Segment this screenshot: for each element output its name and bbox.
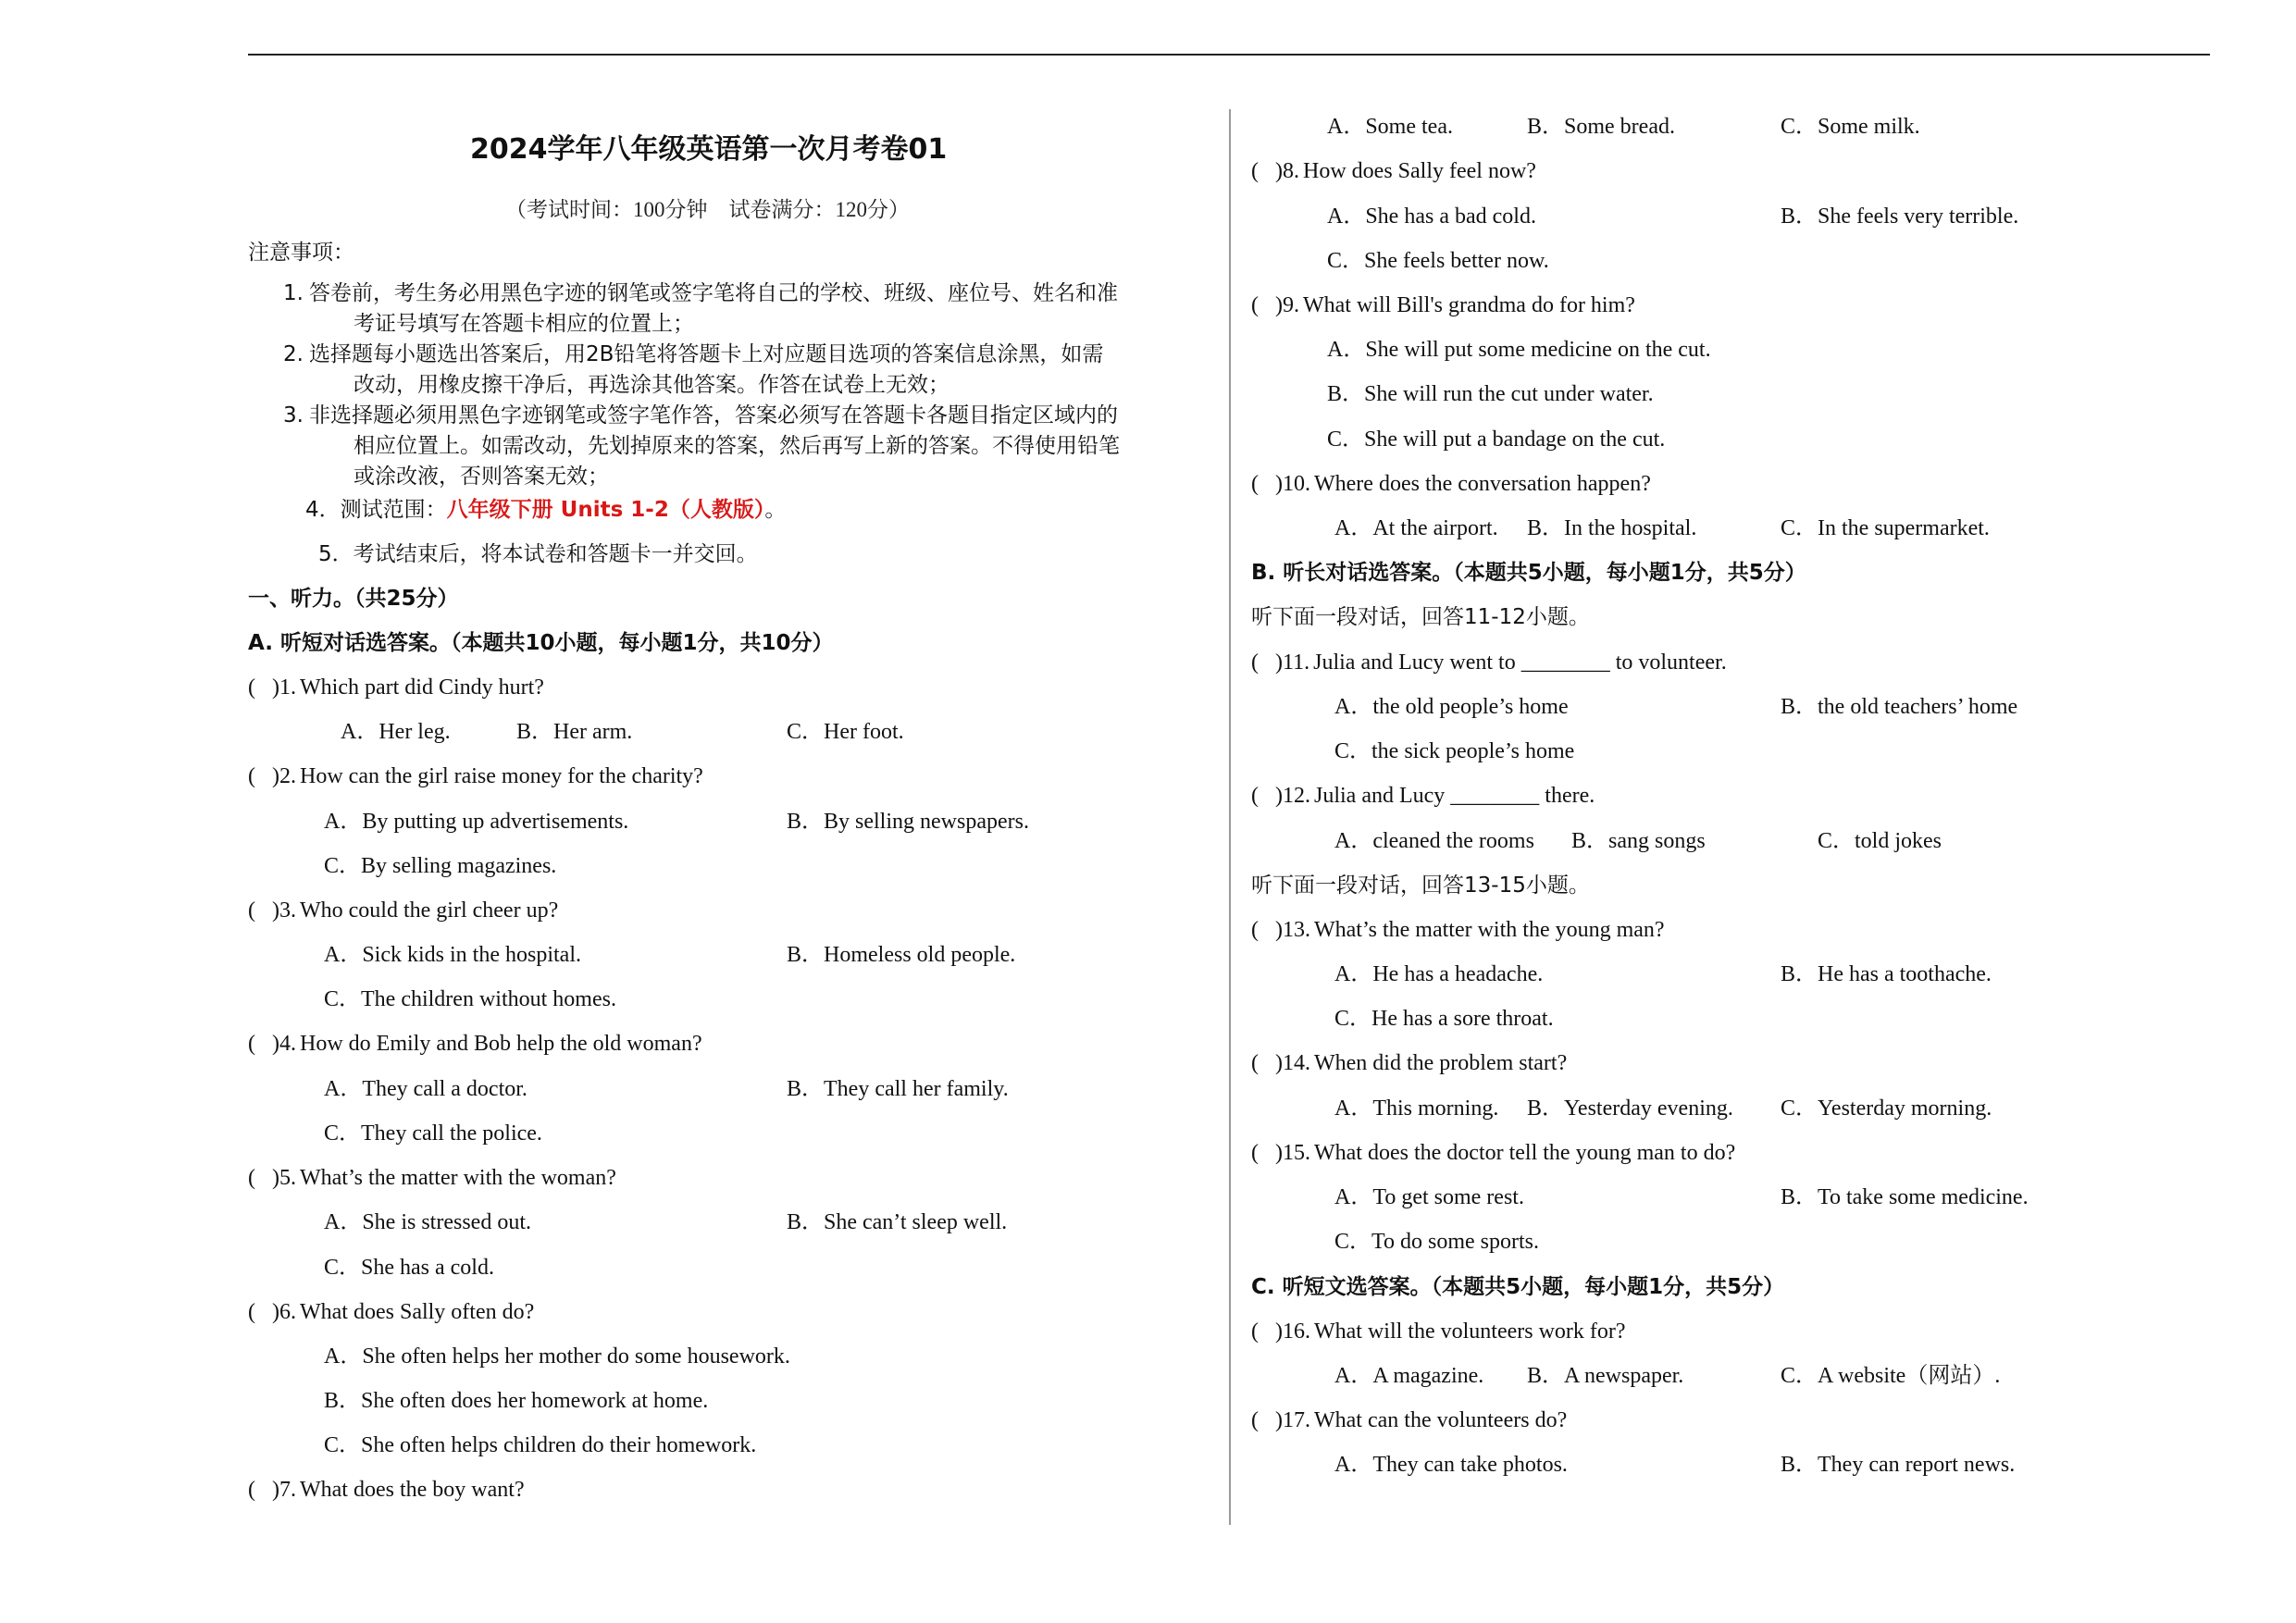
notice-item-4 [305,496,786,524]
question-7: ( )7. What does the boy want? [248,1478,525,1502]
q13-option-c: C．He has a sore throat. [1334,1007,1554,1031]
q8-option-a: A．She has a bad cold. [1327,204,1536,229]
question-14-num: )14. [1275,1051,1310,1075]
notice-item-2-line-1: 选择题每小题选出答案后，用2B铅笔将答题卡上对应题目选项的答案信息涂黑，如需 [309,342,1104,366]
section-b-heading: B. 听长对话选答案。（本题共5小题，每小题1分，共5分） [1251,561,1806,585]
question-6-num: )6. [272,1300,296,1324]
question-17-text: What can the volunteers do? [1314,1408,1568,1432]
q13-option-a: A．He has a headache. [1334,962,1544,986]
notice-item-4-tail: 。 [764,498,787,522]
question-15-text: What does the doctor tell the young man to do? [1314,1141,1736,1165]
question-9: ( )9. What will Bill's grandma do for him? [1251,293,1635,317]
column-divider [1229,109,1231,1525]
notice-item-5-num: 5． [318,542,354,566]
question-6: ( )6. What does Sally often do? [248,1300,535,1324]
q4-option-b: B．They call her family. [787,1077,1009,1101]
question-1-num: )1. [272,675,296,700]
q9-option-b: B．She will run the cut under water. [1327,382,1654,406]
question-12-num: )12. [1275,784,1310,808]
notice-item-2-line-2: 改动，用橡皮擦干净后，再选涂其他答案。作答在试卷上无效； [354,373,949,397]
q15-option-c: C．To do some sports. [1334,1230,1539,1254]
q7-option-b: B．Some bread. [1527,115,1675,139]
question-17-num: )17. [1275,1408,1310,1432]
question-15-num: )15. [1275,1141,1310,1165]
notice-item-4-label: 测试范围： [340,498,447,522]
q12-option-a: A．cleaned the rooms [1334,829,1534,853]
q10-option-b: B．In the hospital. [1527,516,1697,540]
question-1: ( )1. Which part did Cindy hurt? [248,675,544,700]
notice-heading: 注意事项： [248,241,354,265]
q3-option-c: C．The children without homes. [324,987,616,1011]
question-5-num: )5. [272,1166,296,1190]
notice-item-5 [318,540,758,568]
notice-item-2-num: 2. [283,342,304,366]
notice-item-1-line-2: 考证号填写在答题卡相应的位置上； [354,312,694,336]
q5-option-b: B．She can’t sleep well. [787,1210,1008,1234]
question-2: ( )2. How can the girl raise money for the charity? [248,764,703,788]
q14-option-a: A．This morning. [1334,1096,1499,1121]
q11-option-c: C．the sick people’s home [1334,739,1575,763]
q8-option-b: B．She feels very terrible. [1781,204,2019,229]
section-b-instruction-1: 听下面一段对话，回答11-12小题。 [1251,605,1590,629]
notice-item-1-line-1: 答卷前，考生务必用黑色字迹的钢笔或签字笔将自己的学校、班级、座位号、姓名和准 [309,281,1118,305]
q4-option-a: A．They call a doctor. [324,1077,527,1101]
question-1-text: Which part did Cindy hurt? [300,675,544,700]
question-8-text: How does Sally feel now? [1303,159,1536,183]
q14-option-b: B．Yesterday evening. [1527,1096,1733,1121]
section-c-heading: C. 听短文选答案。（本题共5小题，每小题1分，共5分） [1251,1275,1785,1299]
q10-option-c: C．In the supermarket. [1781,516,1990,540]
top-rule [248,54,2210,56]
q16-option-a: A．A magazine. [1334,1364,1484,1388]
notice-item-3-num: 3. [283,403,304,427]
q16-option-b: B．A newspaper. [1527,1364,1684,1388]
q3-option-a: A．Sick kids in the hospital. [324,943,581,967]
question-6-text: What does Sally often do? [300,1300,535,1324]
q12-option-c: C．told jokes [1818,829,1942,853]
q17-option-b: B．They can report news. [1781,1453,2016,1477]
notice-item-1-num: 1. [283,281,304,305]
question-16: ( )16. What will the volunteers work for? [1251,1319,1626,1344]
question-4: ( )4. How do Emily and Bob help the old woman? [248,1032,702,1056]
question-4-text: How do Emily and Bob help the old woman? [300,1032,702,1056]
question-9-num: )9. [1275,293,1299,317]
q13-option-b: B．He has a toothache. [1781,962,1992,986]
page-title: 2024学年八年级英语第一次月考卷01 [470,133,948,166]
question-7-num: )7. [272,1478,296,1502]
question-12-text: Julia and Lucy ________ there. [1314,784,1595,808]
q1-option-c: C．Her foot. [787,720,904,744]
q2-option-c: C．By selling magazines. [324,854,557,878]
question-2-text: How can the girl raise money for the charity? [300,764,703,788]
q7-option-c: C．Some milk. [1781,115,1920,139]
question-4-num: )4. [272,1032,296,1056]
q15-option-a: A．To get some rest. [1334,1185,1524,1209]
question-7-text: What does the boy want? [300,1478,525,1502]
question-17: ( )17. What can the volunteers do? [1251,1408,1568,1432]
q8-option-c: C．She feels better now. [1327,249,1549,273]
question-11-text: Julia and Lucy went to ________ to volunteer. [1313,650,1727,675]
test-scope: 八年级下册 Units 1-2（人教版） [446,498,765,522]
exam-info: （考试时间：100分钟 试卷满分：120分） [505,198,910,221]
question-11-num: )11. [1275,650,1310,675]
question-10: ( )10. Where does the conversation happen? [1251,472,1651,496]
question-3-text: Who could the girl cheer up? [300,898,559,923]
q9-option-a: A．She will put some medicine on the cut. [1327,338,1711,362]
q15-option-b: B．To take some medicine. [1781,1185,2029,1209]
q11-option-a: A．the old people’s home [1334,695,1569,719]
question-13-text: What’s the matter with the young man? [1314,918,1665,942]
section-a-heading: A. 听短对话选答案。（本题共10小题，每小题1分，共10分） [248,631,834,655]
question-14: ( )14. When did the problem start? [1251,1051,1568,1075]
question-14-text: When did the problem start? [1314,1051,1568,1075]
q17-option-a: A．They can take photos. [1334,1453,1568,1477]
question-8: ( )8. How does Sally feel now? [1251,159,1536,183]
notice-item-4-num: 4． [305,498,341,522]
notice-item-3-line-3: 或涂改液，否则答案无效； [354,465,609,489]
q10-option-a: A．At the airport. [1334,516,1498,540]
q1-option-a: A．Her leg. [341,720,451,744]
q5-option-a: A．She is stressed out. [324,1210,531,1234]
question-3-num: )3. [272,898,296,923]
q9-option-c: C．She will put a bandage on the cut. [1327,427,1666,452]
question-13-num: )13. [1275,918,1310,942]
question-5: ( )5. What’s the matter with the woman? [248,1166,616,1190]
q6-option-c: C．She often helps children do their homework. [324,1433,757,1457]
question-8-num: )8. [1275,159,1299,183]
q12-option-b: B．sang songs [1571,829,1706,853]
q16-option-c: C．A website（网站）. [1781,1364,2001,1388]
q5-option-c: C．She has a cold. [324,1256,494,1280]
q2-option-b: B．By selling newspapers. [787,810,1029,834]
question-12: ( )12. Julia and Lucy ________ there. [1251,784,1595,808]
question-11: ( )11. Julia and Lucy went to ________ to volunteer. [1251,650,1727,675]
question-2-num: )2. [272,764,296,788]
q1-option-b: B．Her arm. [516,720,633,744]
notice-item-3-line-1: 非选择题必须用黑色字迹钢笔或签字笔作答，答案必须写在答题卡各题目指定区域内的 [309,403,1118,427]
q6-option-a: A．She often helps her mother do some housework. [324,1344,790,1369]
question-10-text: Where does the conversation happen? [1314,472,1651,496]
question-5-text: What’s the matter with the woman? [300,1166,616,1190]
section-b-instruction-2: 听下面一段对话，回答13-15小题。 [1251,873,1590,898]
question-13: ( )13. What’s the matter with the young man? [1251,918,1665,942]
q3-option-b: B．Homeless old people. [787,943,1016,967]
part-1-heading: 一、听力。（共25分） [248,587,459,611]
q6-option-b: B．She often does her homework at home. [324,1389,709,1413]
question-10-num: )10. [1275,472,1310,496]
notice-item-5-text: 考试结束后，将本试卷和答题卡一并交回。 [353,542,758,566]
q14-option-c: C．Yesterday morning. [1781,1096,1992,1121]
question-9-text: What will Bill's grandma do for him? [1303,293,1635,317]
q7-option-a: A．Some tea. [1327,115,1453,139]
question-15: ( )15. What does the doctor tell the young man to do? [1251,1141,1736,1165]
question-16-text: What will the volunteers work for? [1314,1319,1626,1344]
q4-option-c: C．They call the police. [324,1121,542,1146]
q11-option-b: B．the old teachers’ home [1781,695,2018,719]
question-16-num: )16. [1275,1319,1310,1344]
q2-option-a: A．By putting up advertisements. [324,810,629,834]
question-3: ( )3. Who could the girl cheer up? [248,898,559,923]
notice-item-3-line-2: 相应位置上。如需改动，先划掉原来的答案，然后再写上新的答案。不得使用铅笔 [354,434,1120,458]
